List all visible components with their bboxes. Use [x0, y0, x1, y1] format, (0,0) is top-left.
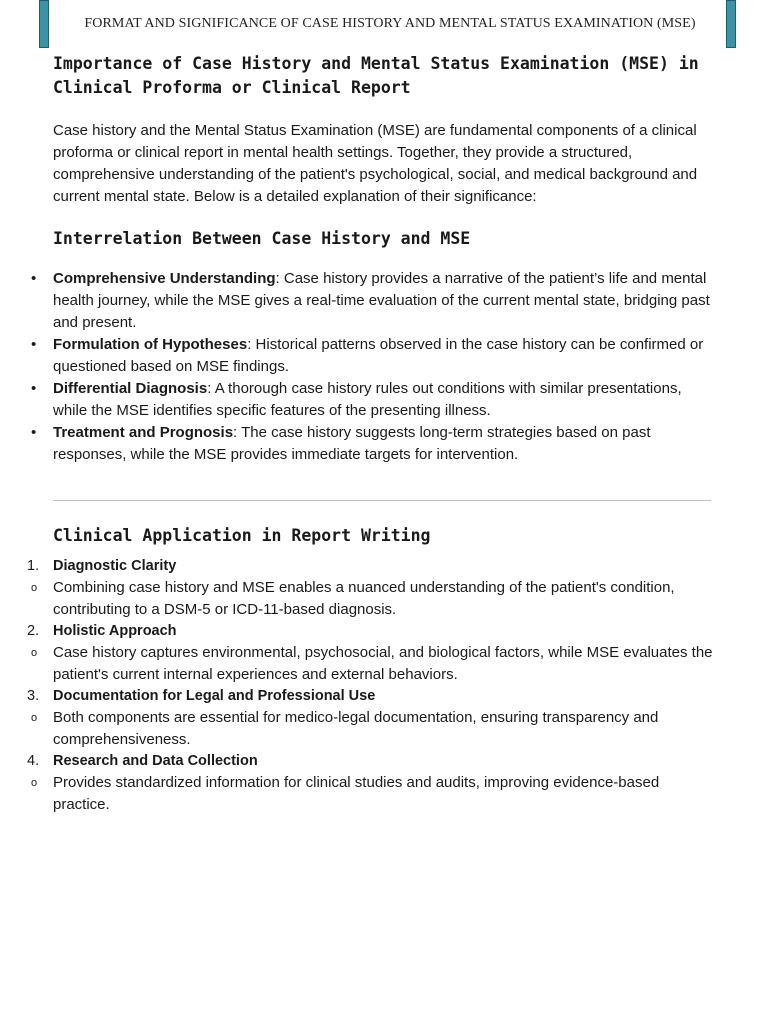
circle-bullet-icon: o [31, 777, 38, 789]
list-item [53, 268, 713, 334]
document-title: Importance of Case History and Mental Status Examination (MSE) in Clinical Proforma or Clinical Report [53, 54, 699, 97]
list-item-text: : Historical patterns observed in the case history can be confirmed or questioned based on MSE findings. [53, 336, 704, 375]
intro-paragraph: Case history and the Mental Status Examination (MSE) are fundamental components of a clinical proforma or clinical report in mental health settings. Together, they provide a structured, comprehensive understanding of the patient's psychological, social, and medical background and current mental state. Below is a detailed explanation of their significance: [53, 122, 698, 205]
list-item-text: Case history captures environmental, psychosocial, and biological factors, while MSE evaluates the patient's current internal experiences and external behaviors. [53, 644, 713, 683]
list-item-title: Research and Data Collection [53, 753, 258, 769]
list-item [27, 621, 713, 686]
list-item-text: : A thorough case history rules out conditions with similar presentations, while the MSE identifies specific features of the presenting illness. [53, 380, 682, 419]
circle-bullet-icon: o [31, 582, 38, 594]
list-item-title: Diagnostic Clarity [53, 558, 177, 574]
list-item-text: : Case history provides a narrative of the patient’s life and mental health journey, while the MSE gives a real-time evaluation of the current mental state, bridging past and present. [53, 270, 710, 331]
circle-bullet-icon: o [31, 647, 38, 659]
header-accent-bar-right [726, 0, 736, 48]
list-item-title: Holistic Approach [53, 623, 177, 639]
list-item-number: 4. [27, 753, 40, 769]
page-header: FORMAT AND SIGNIFICANCE OF CASE HISTORY AND MENTAL STATUS EXAMINATION (MSE) [84, 16, 696, 31]
list-item-number: 1. [27, 558, 40, 574]
clinical-application-heading: Clinical Application in Report Writing [53, 526, 431, 545]
list-item-term: Formulation of Hypotheses [53, 336, 248, 353]
section-divider [53, 500, 711, 501]
header-accent-bar-left [39, 0, 49, 48]
list-item-text: : The case history suggests long-term strategies based on past responses, while the MSE provides immediate targets for intervention. [53, 424, 651, 463]
list-item [53, 334, 713, 378]
list-item [27, 556, 713, 621]
list-item-title: Documentation for Legal and Professional Use [53, 688, 376, 704]
list-item [27, 751, 713, 816]
list-item-text: Combining case history and MSE enables a nuanced understanding of the patient's condition, contributing to a DSM-5 or ICD-11-based diagnosis. [53, 579, 675, 618]
list-item-number: 2. [27, 623, 40, 639]
list-item-term: Differential Diagnosis [53, 380, 208, 397]
list-item [27, 686, 713, 751]
list-item [53, 378, 713, 422]
document-body [27, 52, 713, 816]
circle-bullet-icon: o [31, 712, 38, 724]
list-item [53, 422, 713, 466]
clinical-application-list [27, 556, 713, 816]
list-item-number: 3. [27, 688, 40, 704]
list-item-text: Both components are essential for medico-legal documentation, ensuring transparency and comprehensiveness. [53, 709, 659, 748]
interrelation-list [53, 268, 713, 466]
interrelation-heading: Interrelation Between Case History and MSE [53, 229, 471, 248]
list-item-term: Treatment and Prognosis [53, 424, 234, 441]
list-item-text: Provides standardized information for clinical studies and audits, improving evidence-based practice. [53, 774, 660, 813]
list-item-term: Comprehensive Understanding [53, 270, 276, 287]
